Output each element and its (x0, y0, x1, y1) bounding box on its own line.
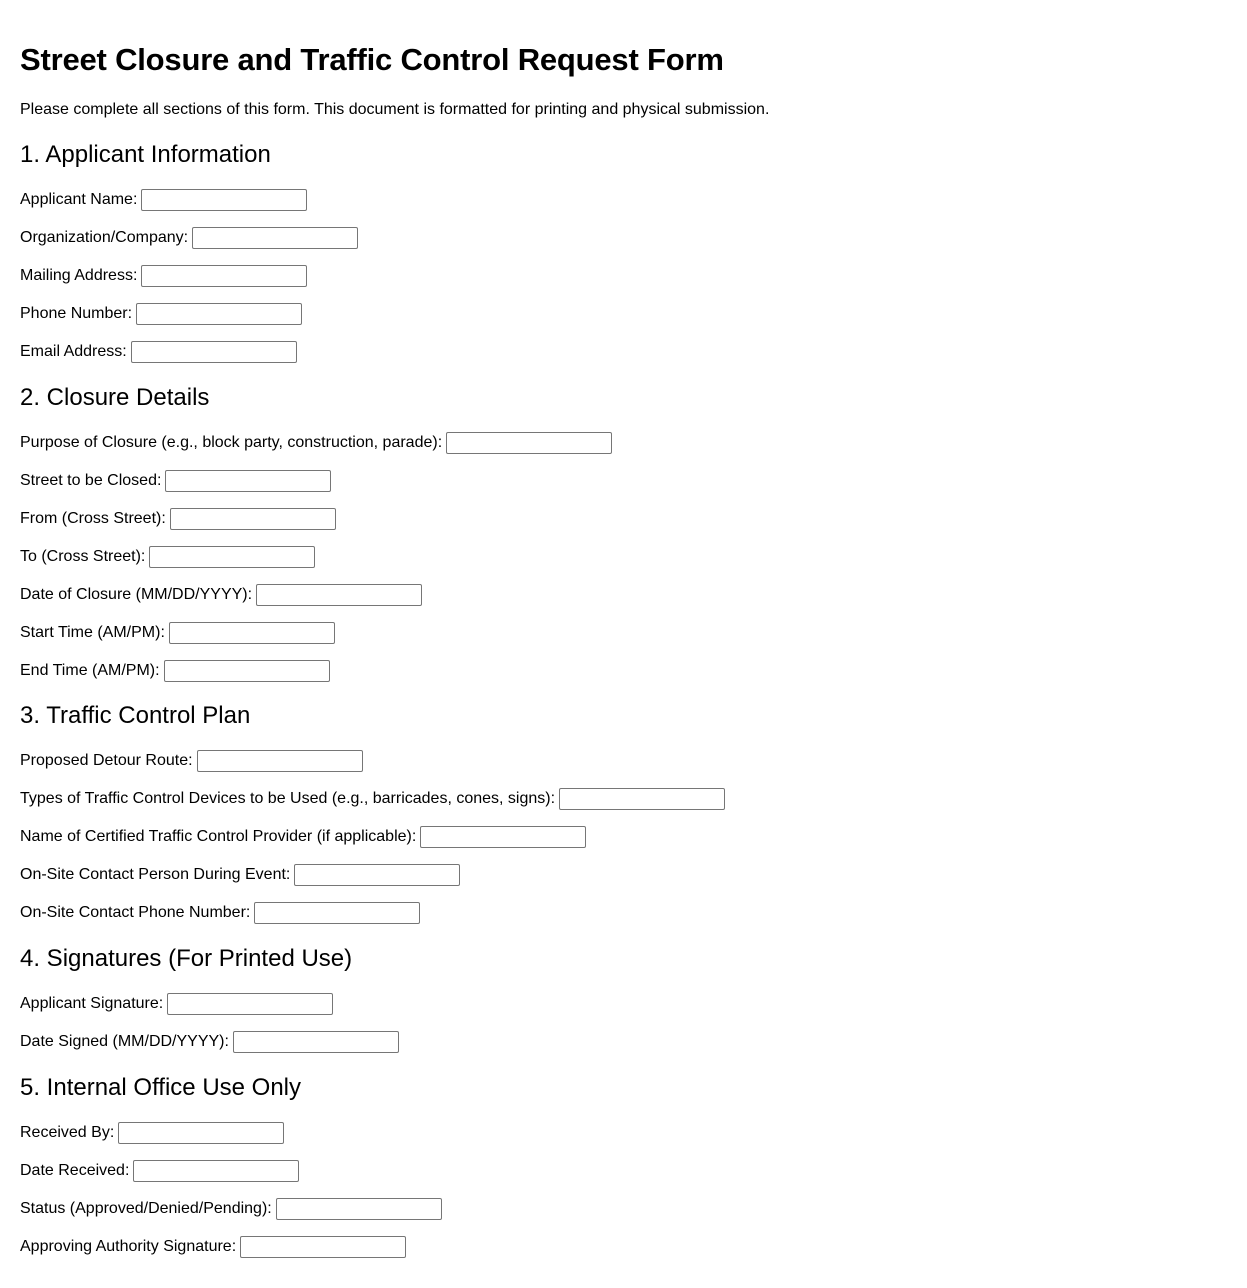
end-time-label: End Time (AM/PM): (20, 662, 160, 679)
status-row (20, 1198, 442, 1220)
traffic-control-devices-input[interactable] (559, 788, 725, 810)
from-cross-street-input[interactable] (170, 508, 336, 530)
applicant-name-label: Applicant Name: (20, 191, 138, 208)
street-to-be-closed-input[interactable] (165, 470, 331, 492)
mailing-address-label: Mailing Address: (20, 267, 138, 284)
section-title-traffic-control-plan: 3. Traffic Control Plan (20, 702, 251, 729)
approving-authority-signature-input[interactable] (240, 1236, 406, 1258)
traffic-control-devices-row (20, 788, 725, 810)
proposed-detour-route-label: Proposed Detour Route: (20, 752, 193, 769)
date-received-input[interactable] (133, 1160, 299, 1182)
organization-company-input[interactable] (192, 227, 358, 249)
phone-number-input[interactable] (136, 303, 302, 325)
applicant-signature-row (20, 993, 333, 1015)
date-received-row (20, 1160, 299, 1182)
to-cross-street-label: To (Cross Street): (20, 548, 146, 565)
from-cross-street-label: From (Cross Street): (20, 510, 166, 527)
applicant-name-row (20, 189, 307, 211)
proposed-detour-route-input[interactable] (197, 750, 363, 772)
start-time-row (20, 622, 335, 644)
street-to-be-closed-row (20, 470, 331, 492)
form-title: Street Closure and Traffic Control Request Form (20, 42, 724, 77)
approving-authority-signature-label: Approving Authority Signature: (20, 1238, 237, 1255)
status-label: Status (Approved/Denied/Pending): (20, 1200, 272, 1217)
section-title-closure-details: 2. Closure Details (20, 384, 210, 411)
organization-company-row (20, 227, 358, 249)
applicant-signature-input[interactable] (167, 993, 333, 1015)
mailing-address-input[interactable] (141, 265, 307, 287)
approving-authority-signature-row (20, 1236, 406, 1258)
end-time-row (20, 660, 330, 682)
proposed-detour-route-row (20, 750, 363, 772)
applicant-signature-label: Applicant Signature: (20, 995, 164, 1012)
on-site-contact-person-input[interactable] (294, 864, 460, 886)
phone-number-row (20, 303, 302, 325)
on-site-contact-phone-input[interactable] (254, 902, 420, 924)
start-time-label: Start Time (AM/PM): (20, 624, 165, 641)
email-address-input[interactable] (131, 341, 297, 363)
form-intro: Please complete all sections of this form. This document is formatted for printing and physical submission. (20, 101, 770, 118)
date-signed-row (20, 1031, 399, 1053)
date-signed-input[interactable] (233, 1031, 399, 1053)
received-by-label: Received By: (20, 1124, 115, 1141)
date-of-closure-input[interactable] (256, 584, 422, 606)
on-site-contact-phone-row (20, 902, 420, 924)
received-by-row (20, 1122, 284, 1144)
on-site-contact-person-label: On-Site Contact Person During Event: (20, 866, 291, 883)
to-cross-street-input[interactable] (149, 546, 315, 568)
street-to-be-closed-label: Street to be Closed: (20, 472, 162, 489)
date-of-closure-label: Date of Closure (MM/DD/YYYY): (20, 586, 253, 603)
applicant-name-input[interactable] (141, 189, 307, 211)
received-by-input[interactable] (118, 1122, 284, 1144)
phone-number-label: Phone Number: (20, 305, 133, 322)
mailing-address-row (20, 265, 307, 287)
to-cross-street-row (20, 546, 315, 568)
section-title-applicant-information: 1. Applicant Information (20, 141, 271, 168)
traffic-control-provider-row (20, 826, 586, 848)
on-site-contact-person-row (20, 864, 460, 886)
traffic-control-devices-label: Types of Traffic Control Devices to be Used (e.g., barricades, cones, signs): (20, 790, 556, 807)
section-title-internal-office-use: 5. Internal Office Use Only (20, 1074, 302, 1101)
traffic-control-provider-input[interactable] (420, 826, 586, 848)
end-time-input[interactable] (164, 660, 330, 682)
purpose-of-closure-input[interactable] (446, 432, 612, 454)
purpose-of-closure-row (20, 432, 612, 454)
traffic-control-provider-label: Name of Certified Traffic Control Provider (if applicable): (20, 828, 417, 845)
organization-company-label: Organization/Company: (20, 229, 189, 246)
email-address-row (20, 341, 297, 363)
on-site-contact-phone-label: On-Site Contact Phone Number: (20, 904, 251, 921)
email-address-label: Email Address: (20, 343, 127, 360)
from-cross-street-row (20, 508, 336, 530)
start-time-input[interactable] (169, 622, 335, 644)
section-title-signatures: 4. Signatures (For Printed Use) (20, 945, 353, 972)
date-received-label: Date Received: (20, 1162, 130, 1179)
status-input[interactable] (276, 1198, 442, 1220)
purpose-of-closure-label: Purpose of Closure (e.g., block party, construction, parade): (20, 434, 443, 451)
date-of-closure-row (20, 584, 422, 606)
date-signed-label: Date Signed (MM/DD/YYYY): (20, 1033, 229, 1050)
